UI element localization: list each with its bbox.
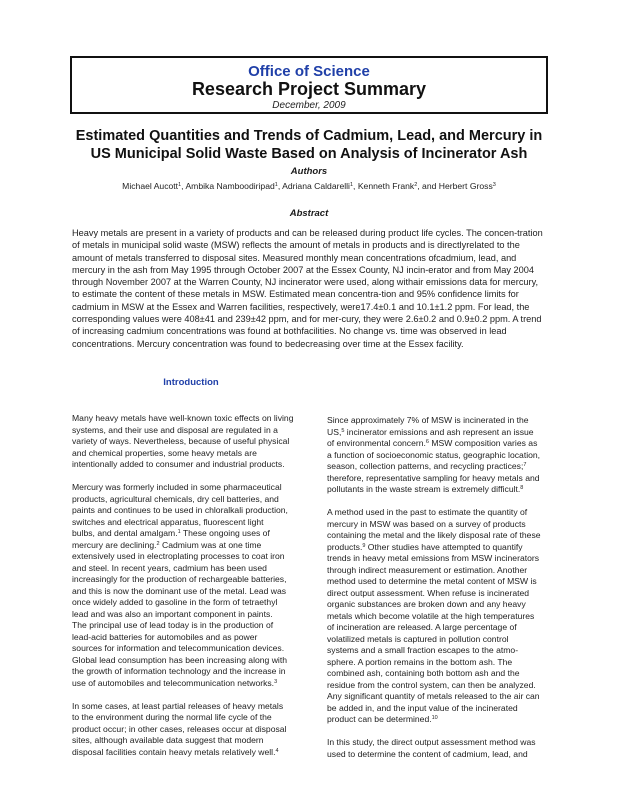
text-line: Since approximately 7% of MSW is incinerated in the xyxy=(327,415,529,425)
text-line: direct output assessment. When refuse is incinerated xyxy=(327,587,530,598)
author-list: Michael Aucott$^1$, Ambika Namboodiripad$^1$, Adriana Caldarelli$^1$, Kenneth Frank$^2$, and Herbert Gross$^3$ xyxy=(122,181,496,191)
citation-mark: 3 xyxy=(274,678,278,685)
citation-mark: 4 xyxy=(275,747,279,754)
abstract-line ln: tration of metals in municipal solid waste (MSW) reflects the amount of metals in products and is directly xyxy=(72,228,543,251)
affiliation-mark: 1 xyxy=(349,182,354,188)
text-line: organic substances are broken down and any heavy xyxy=(327,599,526,609)
abstract-line ln: Heavy metals are present in a variety of products and can be released during product life cycles. The concen- xyxy=(72,228,518,238)
header-top-rule xyxy=(72,56,546,58)
abstract-line ln: air emissions data for mercury, to estimate the content of these metals in MSW. Estimated mean concentra- xyxy=(72,277,539,300)
paragraph xyxy=(72,413,308,471)
citation-mark: 8 xyxy=(520,485,524,491)
affiliation-mark: 1 xyxy=(274,182,278,188)
abstract-heading: Abstract xyxy=(289,208,329,219)
citation-mark: 2 xyxy=(156,540,160,547)
text-line: residue from the control system, can then be analyzed. xyxy=(327,679,536,690)
abstract-line ln: related to the amount of metals transferred to disposal sites. Measured monthly mean concentrations of xyxy=(72,240,520,263)
text-line: a function of socioeconomic status, geographic location, xyxy=(327,449,541,460)
paper-title xyxy=(60,127,558,163)
text-line: product can be determined.$^{10}$ xyxy=(327,714,438,724)
text-line: containing the metal and the likely disposal rate of these xyxy=(327,530,541,540)
abstract-line ln: erator and from May 2004 through November 2007 at the Warren County, NJ incinerator were used, along with xyxy=(72,264,534,288)
author-name: Michael Aucott xyxy=(122,181,179,191)
series-title: Research Project Summary xyxy=(191,79,427,99)
paragraph xyxy=(72,701,308,759)
citation-mark: 5 xyxy=(341,427,345,434)
text-line: bulbs, and dental amalgam.$^1$ These ongoing uses of xyxy=(72,528,270,538)
right-column xyxy=(327,415,557,772)
abstract-line ln: 17.4±0.1 and 10.1±1.2 ppm. For lead, the corresponding values were 408±41 and 239±42 ppm, and for mer- xyxy=(72,301,530,325)
citation-mark: 10 xyxy=(431,715,438,721)
text-line: of incineration are released. A large percentage of xyxy=(327,622,517,632)
text-line: sphere. A portion remains in the bottom ash. The xyxy=(327,656,513,667)
citation-mark: 9 xyxy=(362,542,366,549)
abstract-body xyxy=(72,227,548,350)
introduction-heading: Introduction xyxy=(163,377,219,388)
text-line: Many heavy metals have well-known toxic effects on living xyxy=(72,413,294,423)
authors-heading: Authors xyxy=(290,166,328,177)
header-bottom-rule xyxy=(72,112,546,114)
text-line: and this is now the dominant use of the metal. Lead was xyxy=(72,585,287,596)
text-line: products.$^9$ Other studies have attempted to quantify xyxy=(327,541,523,552)
text-line: pollutants in the waste stream is extremely difficult.$^8$ xyxy=(327,484,524,494)
abstract-line ln: facilities. No change vs. time was observed in lead concentrations. Mercury concentration was found to be xyxy=(72,326,507,349)
publication-date: December, 2009 xyxy=(272,100,346,111)
text-line: volatilized metals is captured in pollution control xyxy=(327,633,509,644)
paragraph xyxy=(72,482,308,689)
text-line: use of automobiles and telecommunication networks.$^3$ xyxy=(72,677,278,688)
text-line: therefore, representative sampling for heavy metals and xyxy=(327,472,540,483)
text-line: Mercury was formerly included in some pharmaceutical xyxy=(72,482,282,492)
text-line: systems and a small fraction escapes to the atmo- xyxy=(327,645,519,655)
text-line: trends in heavy metal emissions from MSW incinerators xyxy=(327,553,540,563)
text-line: systems, and their use and disposal are regulated in a xyxy=(72,424,278,435)
text-line: sources for information and telecommunication devices. xyxy=(72,643,285,653)
text-line: The principal use of lead today is in the production of xyxy=(72,620,274,630)
text-line: combined ash, containing both bottom ash and the xyxy=(327,668,520,678)
text-line: once widely added to gasoline in the form of tetraethyl xyxy=(72,597,278,607)
citation-mark: 6 xyxy=(425,439,429,445)
text-line: be added in, and the input value of the incinerated xyxy=(327,702,518,713)
text-line: intentionally added to consumer and industrial products. xyxy=(72,459,285,469)
text-line: disposal facilities contain heavy metals relatively well.$^4$ xyxy=(72,746,279,757)
text-line: through indirect measurement or estimation. Another xyxy=(327,564,528,575)
text-line: mercury in MSW was based on a survey of products xyxy=(327,518,526,529)
author-name: Ambika Namboodiripad xyxy=(185,181,275,191)
text-line: season, collection patterns, and recycling practices;$^7$ xyxy=(327,461,527,471)
abstract-line ln: cadmium, lead, and mercury in the ash from May 1995 through October 2007 at the Essex County, NJ incin- xyxy=(72,252,517,275)
text-line: In this study, the direct output assessment method was xyxy=(327,737,536,747)
text-line: metals which become volatile at the high temperatures xyxy=(327,610,535,621)
text-line: variety of ways. Nevertheless, because of useful physical xyxy=(72,436,290,446)
text-line: In some cases, at least partial releases of heavy metals xyxy=(72,700,284,711)
text-line: of environmental concern.$^6$ MSW composition varies as xyxy=(327,438,538,448)
text-line: to the environment during the normal life cycle of the xyxy=(72,712,272,722)
text-line: Global lead consumption has been increasing along with xyxy=(72,654,287,665)
text-line: A method used in the past to estimate the quantity of xyxy=(327,507,528,517)
citation-mark: 7 xyxy=(523,462,527,468)
citation-mark: 1 xyxy=(177,529,181,535)
text-line: products, agricultural chemicals, dry cell batteries, and xyxy=(72,493,279,504)
office-title: Office of Science xyxy=(248,63,370,80)
header-box xyxy=(70,56,548,114)
author-name: Herbert Gross xyxy=(438,181,493,191)
text-line: lead-acid batteries for automobiles and as power xyxy=(72,631,258,642)
text-line: product occur; in other cases, releases occur at disposal xyxy=(72,723,287,734)
text-line: Any significant quantity of metals released to the air can xyxy=(327,691,540,701)
author-name: Adriana Caldarelli xyxy=(282,181,350,191)
text-line: mercury are declining.$^2$ Cadmium was at one time xyxy=(72,539,262,550)
paragraph xyxy=(327,415,557,496)
affiliation-mark: 1 xyxy=(178,182,182,188)
text-line: lead and was also an important component in paints. xyxy=(72,608,273,619)
left-column xyxy=(72,413,308,770)
text-line: US,$^5$ incinerator emissions and ash represent an issue xyxy=(327,426,534,437)
paper-title-line: Estimated Quantities and Trends of Cadmium, Lead, and Mercury in xyxy=(75,128,543,144)
text-line: used to determine the content of cadmium, lead, and xyxy=(327,748,528,759)
author-name: Kenneth Frank xyxy=(357,181,415,191)
affiliation-mark: 2 xyxy=(414,182,418,188)
paper-title-line: US Municipal Solid Waste Based on Analysis of Incinerator Ash xyxy=(90,146,528,162)
abstract-line ln: cury, they were 2.6±0.2 and 0.9±0.2 ppm. A trend of increasing cadmium concentrations was found at both xyxy=(72,314,542,337)
text-line: extensively used in electroplating processes to coat iron xyxy=(72,551,285,561)
abstract-line ln: decreasing over time at the Essex facility. xyxy=(295,338,464,349)
text-line: increasingly for the production of rechargeable batteries, xyxy=(72,574,287,584)
paragraph xyxy=(327,507,557,726)
paragraph xyxy=(327,737,557,760)
abstract-line ln: tion and 95% confidence limits for cadmium in MSW at the Essex and Warren facilities, respectively, were xyxy=(72,289,519,312)
text-line: and steel. In recent years, cadmium has been used xyxy=(72,562,267,573)
text-line: paints and continues to be used in chloralkali production, xyxy=(72,505,288,515)
text-line: method used to determine the metal content of MSW is xyxy=(327,576,537,586)
text-line: the growth of information technology and the increase in xyxy=(72,666,286,676)
text-line: switches and electrical apparatus, fluorescent light xyxy=(72,516,264,527)
text-line: and chemical properties, some heavy metals are xyxy=(72,447,257,458)
text-line: sites, although available data suggest that modern xyxy=(72,735,264,745)
affiliation-mark: 3 xyxy=(492,182,496,188)
